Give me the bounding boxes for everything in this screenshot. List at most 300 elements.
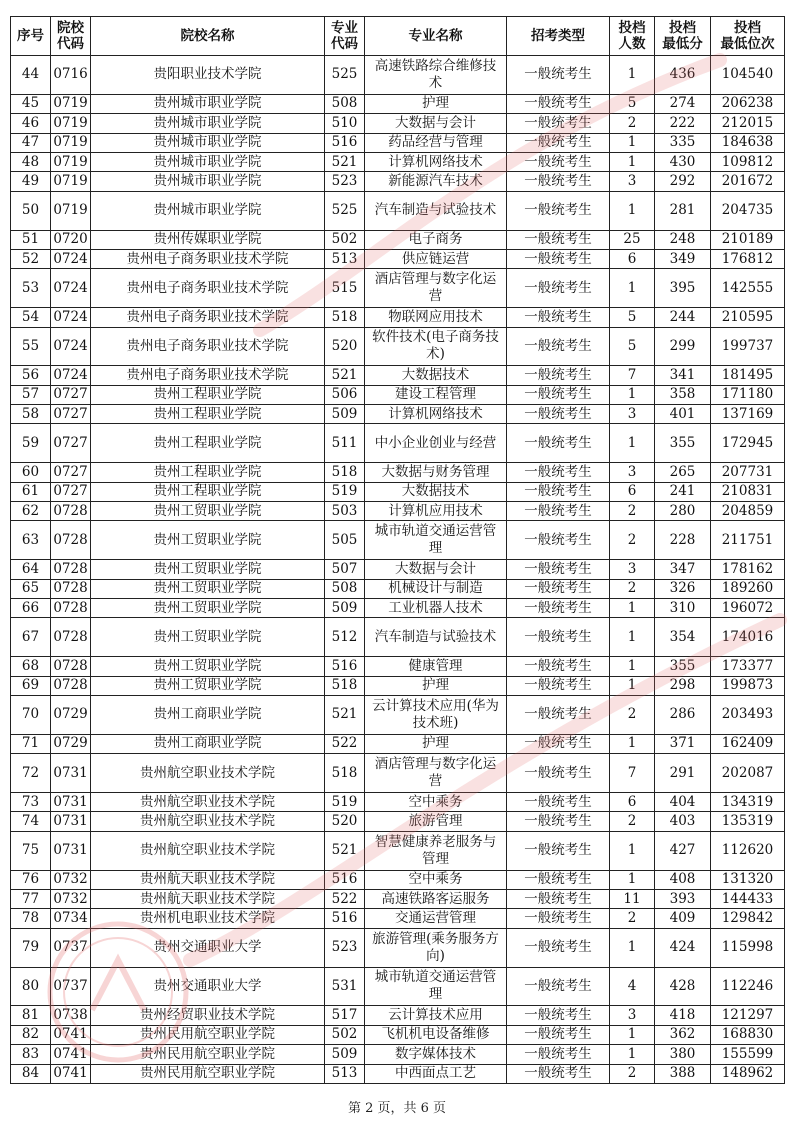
cell-exam-type: 一般统考生 (507, 1045, 610, 1064)
cell-count: 6 (610, 482, 655, 501)
cell-min-rank: 121297 (711, 1006, 785, 1025)
cell-min-score: 424 (655, 928, 711, 967)
cell-count: 1 (610, 269, 655, 308)
cell-major-name: 建设工程管理 (365, 385, 507, 404)
cell-count: 1 (610, 56, 655, 95)
cell-major-code: 521 (325, 696, 365, 735)
cell-major-code: 518 (325, 754, 365, 793)
cell-school-code: 0724 (51, 366, 91, 385)
cell-school-name: 贵州航空职业技术学院 (91, 812, 325, 831)
table-row (11, 1006, 785, 1025)
cell-exam-type: 一般统考生 (507, 521, 610, 560)
cell-min-score: 354 (655, 618, 711, 657)
cell-major-code: 517 (325, 1006, 365, 1025)
cell-exam-type: 一般统考生 (507, 133, 610, 152)
cell-school-code: 0719 (51, 94, 91, 113)
cell-school-code: 0728 (51, 676, 91, 695)
cell-school-code: 0728 (51, 599, 91, 618)
table-header-row (11, 17, 785, 56)
cell-seq: 64 (11, 560, 51, 579)
cell-major-name: 药品经营与管理 (365, 133, 507, 152)
cell-min-rank: 129842 (711, 909, 785, 928)
cell-exam-type: 一般统考生 (507, 424, 610, 463)
cell-school-code: 0727 (51, 405, 91, 424)
cell-major-name: 大数据与会计 (365, 114, 507, 133)
cell-school-code: 0727 (51, 463, 91, 482)
table-row (11, 521, 785, 560)
cell-school-name: 贵州电子商务职业技术学院 (91, 269, 325, 308)
cell-major-code: 506 (325, 385, 365, 404)
cell-major-name: 工业机器人技术 (365, 599, 507, 618)
cell-exam-type: 一般统考生 (507, 889, 610, 908)
cell-major-name: 计算机网络技术 (365, 152, 507, 171)
cell-min-score: 403 (655, 812, 711, 831)
cell-seq: 61 (11, 482, 51, 501)
cell-school-code: 0728 (51, 579, 91, 598)
cell-major-name: 中西面点工艺 (365, 1064, 507, 1083)
cell-school-code: 0727 (51, 482, 91, 501)
cell-seq: 45 (11, 94, 51, 113)
cell-school-name: 贵州工程职业学院 (91, 405, 325, 424)
cell-seq: 62 (11, 502, 51, 521)
cell-major-name: 大数据与会计 (365, 560, 507, 579)
table-row (11, 463, 785, 482)
cell-seq: 52 (11, 249, 51, 268)
table-row (11, 560, 785, 579)
table-row (11, 579, 785, 598)
table-row (11, 812, 785, 831)
cell-school-code: 0719 (51, 114, 91, 133)
cell-major-code: 521 (325, 366, 365, 385)
table-row (11, 792, 785, 811)
cell-seq: 74 (11, 812, 51, 831)
cell-min-score: 310 (655, 599, 711, 618)
header-count: 投档 人数 (610, 17, 655, 56)
cell-major-code: 521 (325, 152, 365, 171)
cell-min-score: 335 (655, 133, 711, 152)
cell-min-rank: 109812 (711, 152, 785, 171)
cell-school-name: 贵州工商职业学院 (91, 734, 325, 753)
cell-school-name: 贵州电子商务职业技术学院 (91, 327, 325, 366)
cell-seq: 49 (11, 172, 51, 191)
cell-seq: 83 (11, 1045, 51, 1064)
cell-min-rank: 204859 (711, 502, 785, 521)
cell-seq: 81 (11, 1006, 51, 1025)
cell-major-name: 空中乘务 (365, 870, 507, 889)
cell-major-name: 酒店管理与数字化运营 (365, 269, 507, 308)
cell-major-name: 空中乘务 (365, 792, 507, 811)
cell-major-code: 525 (325, 191, 365, 230)
cell-major-name: 数字媒体技术 (365, 1045, 507, 1064)
cell-school-name: 贵州工贸职业学院 (91, 560, 325, 579)
cell-school-code: 0719 (51, 191, 91, 230)
table-row (11, 657, 785, 676)
cell-major-code: 502 (325, 230, 365, 249)
cell-major-name: 大数据技术 (365, 366, 507, 385)
cell-major-name: 云计算技术应用 (365, 1006, 507, 1025)
cell-min-score: 326 (655, 579, 711, 598)
table-row (11, 1045, 785, 1064)
cell-school-code: 0727 (51, 424, 91, 463)
cell-min-rank: 134319 (711, 792, 785, 811)
cell-school-name: 贵州交通职业大学 (91, 967, 325, 1006)
cell-exam-type: 一般统考生 (507, 230, 610, 249)
cell-exam-type: 一般统考生 (507, 618, 610, 657)
table-row (11, 405, 785, 424)
cell-major-code: 515 (325, 269, 365, 308)
cell-count: 2 (610, 579, 655, 598)
cell-exam-type: 一般统考生 (507, 463, 610, 482)
cell-min-score: 436 (655, 56, 711, 95)
cell-major-name: 中小企业创业与经营 (365, 424, 507, 463)
cell-major-code: 516 (325, 870, 365, 889)
cell-major-name: 计算机网络技术 (365, 405, 507, 424)
table-row (11, 502, 785, 521)
cell-min-rank: 199737 (711, 327, 785, 366)
cell-min-rank: 168830 (711, 1025, 785, 1044)
table-row (11, 308, 785, 327)
cell-min-rank: 207731 (711, 463, 785, 482)
cell-major-code: 531 (325, 967, 365, 1006)
cell-count: 25 (610, 230, 655, 249)
cell-count: 1 (610, 424, 655, 463)
cell-major-name: 旅游管理(乘务服务方向) (365, 928, 507, 967)
cell-min-score: 371 (655, 734, 711, 753)
cell-count: 1 (610, 657, 655, 676)
cell-school-name: 贵州工商职业学院 (91, 696, 325, 735)
table-row (11, 269, 785, 308)
cell-seq: 72 (11, 754, 51, 793)
cell-min-score: 408 (655, 870, 711, 889)
table-row (11, 870, 785, 889)
cell-school-name: 贵州民用航空职业学院 (91, 1064, 325, 1083)
cell-min-rank: 201672 (711, 172, 785, 191)
cell-exam-type: 一般统考生 (507, 269, 610, 308)
cell-seq: 75 (11, 831, 51, 870)
cell-major-name: 汽车制造与试验技术 (365, 191, 507, 230)
cell-major-code: 519 (325, 482, 365, 501)
cell-seq: 79 (11, 928, 51, 967)
cell-school-name: 贵州城市职业学院 (91, 94, 325, 113)
cell-school-code: 0724 (51, 327, 91, 366)
cell-count: 1 (610, 870, 655, 889)
cell-min-rank: 155599 (711, 1045, 785, 1064)
cell-count: 7 (610, 754, 655, 793)
cell-exam-type: 一般统考生 (507, 676, 610, 695)
cell-seq: 66 (11, 599, 51, 618)
cell-school-code: 0741 (51, 1025, 91, 1044)
cell-school-name: 贵州工贸职业学院 (91, 579, 325, 598)
table-row (11, 133, 785, 152)
table-row (11, 56, 785, 95)
cell-min-rank: 142555 (711, 269, 785, 308)
cell-school-name: 贵州电子商务职业技术学院 (91, 308, 325, 327)
cell-min-score: 292 (655, 172, 711, 191)
cell-min-rank: 171180 (711, 385, 785, 404)
cell-school-code: 0731 (51, 754, 91, 793)
cell-min-score: 355 (655, 424, 711, 463)
cell-min-score: 341 (655, 366, 711, 385)
cell-seq: 73 (11, 792, 51, 811)
cell-min-score: 248 (655, 230, 711, 249)
table-row (11, 114, 785, 133)
cell-school-code: 0728 (51, 657, 91, 676)
table-row (11, 618, 785, 657)
cell-count: 3 (610, 405, 655, 424)
cell-major-name: 城市轨道交通运营管理 (365, 521, 507, 560)
cell-seq: 82 (11, 1025, 51, 1044)
cell-min-score: 358 (655, 385, 711, 404)
cell-count: 3 (610, 172, 655, 191)
cell-seq: 59 (11, 424, 51, 463)
cell-major-name: 交通运营管理 (365, 909, 507, 928)
cell-seq: 69 (11, 676, 51, 695)
cell-school-code: 0728 (51, 521, 91, 560)
cell-school-name: 贵州传媒职业学院 (91, 230, 325, 249)
cell-count: 1 (610, 1025, 655, 1044)
cell-major-name: 智慧健康养老服务与管理 (365, 831, 507, 870)
admission-table-container (10, 16, 784, 1084)
table-row (11, 94, 785, 113)
cell-major-code: 503 (325, 502, 365, 521)
cell-major-code: 516 (325, 657, 365, 676)
cell-school-code: 0719 (51, 172, 91, 191)
cell-major-name: 计算机应用技术 (365, 502, 507, 521)
cell-school-name: 贵州工贸职业学院 (91, 657, 325, 676)
cell-school-name: 贵州经贸职业技术学院 (91, 1006, 325, 1025)
cell-major-code: 516 (325, 909, 365, 928)
cell-count: 6 (610, 792, 655, 811)
table-row (11, 424, 785, 463)
cell-school-code: 0719 (51, 152, 91, 171)
cell-min-rank: 137169 (711, 405, 785, 424)
cell-min-rank: 144433 (711, 889, 785, 908)
cell-min-score: 298 (655, 676, 711, 695)
cell-seq: 76 (11, 870, 51, 889)
cell-major-name: 新能源汽车技术 (365, 172, 507, 191)
cell-school-name: 贵州航天职业技术学院 (91, 889, 325, 908)
cell-count: 7 (610, 366, 655, 385)
cell-seq: 53 (11, 269, 51, 308)
cell-school-code: 0724 (51, 249, 91, 268)
cell-exam-type: 一般统考生 (507, 482, 610, 501)
cell-exam-type: 一般统考生 (507, 502, 610, 521)
cell-count: 1 (610, 676, 655, 695)
cell-min-rank: 202087 (711, 754, 785, 793)
header-seq: 序号 (11, 17, 51, 56)
cell-major-name: 大数据技术 (365, 482, 507, 501)
cell-school-name: 贵州工贸职业学院 (91, 502, 325, 521)
cell-school-code: 0731 (51, 812, 91, 831)
cell-major-code: 518 (325, 676, 365, 695)
cell-major-code: 523 (325, 928, 365, 967)
cell-school-name: 贵州电子商务职业技术学院 (91, 249, 325, 268)
cell-exam-type: 一般统考生 (507, 385, 610, 404)
cell-school-code: 0729 (51, 734, 91, 753)
header-min-rank: 投档 最低位次 (711, 17, 785, 56)
cell-min-score: 395 (655, 269, 711, 308)
cell-min-rank: 181495 (711, 366, 785, 385)
cell-min-rank: 148962 (711, 1064, 785, 1083)
cell-major-code: 522 (325, 734, 365, 753)
cell-major-code: 522 (325, 889, 365, 908)
cell-major-code: 520 (325, 327, 365, 366)
cell-major-code: 511 (325, 424, 365, 463)
cell-school-name: 贵州工贸职业学院 (91, 618, 325, 657)
cell-min-rank: 210189 (711, 230, 785, 249)
cell-count: 2 (610, 909, 655, 928)
table-row (11, 754, 785, 793)
cell-min-score: 380 (655, 1045, 711, 1064)
cell-school-code: 0724 (51, 269, 91, 308)
cell-count: 2 (610, 114, 655, 133)
cell-min-rank: 176812 (711, 249, 785, 268)
table-row (11, 327, 785, 366)
cell-major-code: 523 (325, 172, 365, 191)
cell-seq: 60 (11, 463, 51, 482)
cell-major-code: 510 (325, 114, 365, 133)
cell-min-rank: 115998 (711, 928, 785, 967)
cell-min-score: 430 (655, 152, 711, 171)
cell-min-score: 299 (655, 327, 711, 366)
table-row (11, 967, 785, 1006)
cell-major-code: 521 (325, 831, 365, 870)
cell-count: 2 (610, 696, 655, 735)
cell-min-rank: 211751 (711, 521, 785, 560)
cell-major-name: 大数据与财务管理 (365, 463, 507, 482)
cell-major-name: 供应链运营 (365, 249, 507, 268)
cell-count: 1 (610, 385, 655, 404)
cell-seq: 57 (11, 385, 51, 404)
cell-count: 3 (610, 1006, 655, 1025)
cell-min-score: 355 (655, 657, 711, 676)
cell-school-code: 0738 (51, 1006, 91, 1025)
cell-seq: 84 (11, 1064, 51, 1083)
cell-exam-type: 一般统考生 (507, 657, 610, 676)
cell-exam-type: 一般统考生 (507, 94, 610, 113)
cell-school-code: 0729 (51, 696, 91, 735)
cell-school-name: 贵州工贸职业学院 (91, 676, 325, 695)
cell-school-code: 0737 (51, 928, 91, 967)
cell-min-score: 388 (655, 1064, 711, 1083)
cell-min-rank: 196072 (711, 599, 785, 618)
cell-exam-type: 一般统考生 (507, 812, 610, 831)
cell-major-name: 电子商务 (365, 230, 507, 249)
cell-seq: 68 (11, 657, 51, 676)
cell-exam-type: 一般统考生 (507, 56, 610, 95)
cell-school-name: 贵州城市职业学院 (91, 133, 325, 152)
cell-major-name: 飞机机电设备维修 (365, 1025, 507, 1044)
cell-school-name: 贵州城市职业学院 (91, 152, 325, 171)
table-row (11, 734, 785, 753)
cell-major-code: 505 (325, 521, 365, 560)
cell-count: 1 (610, 734, 655, 753)
cell-seq: 70 (11, 696, 51, 735)
header-school-name: 院校名称 (91, 17, 325, 56)
cell-school-name: 贵州交通职业大学 (91, 928, 325, 967)
cell-exam-type: 一般统考生 (507, 1064, 610, 1083)
cell-school-name: 贵州机电职业技术学院 (91, 909, 325, 928)
cell-min-rank: 203493 (711, 696, 785, 735)
cell-seq: 50 (11, 191, 51, 230)
cell-min-score: 265 (655, 463, 711, 482)
cell-exam-type: 一般统考生 (507, 909, 610, 928)
cell-major-name: 软件技术(电子商务技术) (365, 327, 507, 366)
cell-major-name: 高速铁路综合维修技术 (365, 56, 507, 95)
cell-exam-type: 一般统考生 (507, 870, 610, 889)
cell-exam-type: 一般统考生 (507, 191, 610, 230)
cell-min-rank: 184638 (711, 133, 785, 152)
cell-seq: 48 (11, 152, 51, 171)
cell-count: 5 (610, 94, 655, 113)
cell-school-code: 0731 (51, 792, 91, 811)
cell-min-score: 291 (655, 754, 711, 793)
cell-count: 1 (610, 152, 655, 171)
cell-count: 5 (610, 327, 655, 366)
cell-count: 2 (610, 502, 655, 521)
cell-seq: 56 (11, 366, 51, 385)
cell-school-code: 0727 (51, 385, 91, 404)
cell-min-rank: 135319 (711, 812, 785, 831)
header-school-code: 院校 代码 (51, 17, 91, 56)
cell-major-name: 机械设计与制造 (365, 579, 507, 598)
cell-seq: 47 (11, 133, 51, 152)
cell-school-name: 贵州航空职业技术学院 (91, 831, 325, 870)
cell-min-rank: 172945 (711, 424, 785, 463)
header-exam-type: 招考类型 (507, 17, 610, 56)
cell-exam-type: 一般统考生 (507, 792, 610, 811)
cell-exam-type: 一般统考生 (507, 249, 610, 268)
cell-school-name: 贵州民用航空职业学院 (91, 1025, 325, 1044)
cell-min-rank: 173377 (711, 657, 785, 676)
cell-min-score: 427 (655, 831, 711, 870)
cell-min-score: 244 (655, 308, 711, 327)
cell-major-name: 护理 (365, 734, 507, 753)
cell-min-rank: 189260 (711, 579, 785, 598)
cell-school-name: 贵州城市职业学院 (91, 114, 325, 133)
cell-min-score: 222 (655, 114, 711, 133)
cell-school-name: 贵州航空职业技术学院 (91, 754, 325, 793)
cell-school-name: 贵阳职业技术学院 (91, 56, 325, 95)
cell-min-score: 241 (655, 482, 711, 501)
cell-major-code: 509 (325, 1045, 365, 1064)
cell-exam-type: 一般统考生 (507, 1025, 610, 1044)
page-footer: 第 2 页，共 6 页 (347, 1101, 447, 1116)
cell-exam-type: 一般统考生 (507, 696, 610, 735)
cell-major-name: 酒店管理与数字化运营 (365, 754, 507, 793)
cell-min-score: 274 (655, 94, 711, 113)
table-row (11, 928, 785, 967)
cell-seq: 67 (11, 618, 51, 657)
cell-seq: 71 (11, 734, 51, 753)
cell-count: 1 (610, 191, 655, 230)
cell-min-rank: 204735 (711, 191, 785, 230)
cell-major-code: 502 (325, 1025, 365, 1044)
cell-seq: 46 (11, 114, 51, 133)
cell-major-code: 519 (325, 792, 365, 811)
cell-major-name: 旅游管理 (365, 812, 507, 831)
table-row (11, 909, 785, 928)
cell-exam-type: 一般统考生 (507, 327, 610, 366)
cell-school-name: 贵州工程职业学院 (91, 385, 325, 404)
cell-major-name: 高速铁路客运服务 (365, 889, 507, 908)
cell-exam-type: 一般统考生 (507, 928, 610, 967)
cell-min-score: 349 (655, 249, 711, 268)
cell-min-score: 347 (655, 560, 711, 579)
cell-min-rank: 162409 (711, 734, 785, 753)
cell-school-code: 0741 (51, 1045, 91, 1064)
cell-exam-type: 一般统考生 (507, 579, 610, 598)
